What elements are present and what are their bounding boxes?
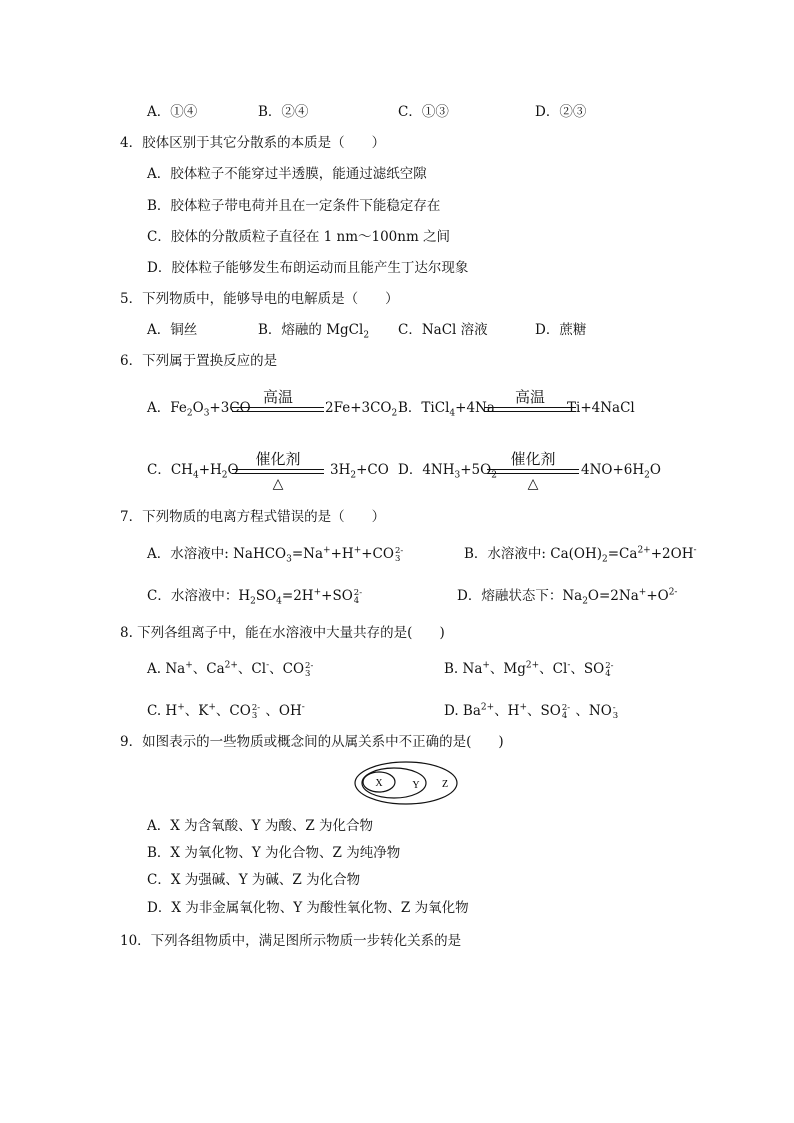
- q8-b-sup: +: [482, 660, 490, 671]
- q7-c-sup: +: [313, 587, 322, 598]
- q6-b-reactant: TiCl: [421, 400, 450, 416]
- label-y: Y: [412, 780, 420, 791]
- q8-a-sup: -: [266, 660, 270, 671]
- q7-option-d[interactable]: [457, 587, 677, 605]
- q8-option-d[interactable]: [444, 702, 619, 720]
- q8-d-count: 3: [612, 710, 619, 721]
- q8-d-charge: 2-: [561, 702, 571, 713]
- q8-d-text: D. Ba: [444, 703, 481, 719]
- q6-b-reactant: +4Na: [455, 400, 495, 416]
- q7-d-sup: 2-: [668, 587, 678, 598]
- q6-a-equals-sign: [232, 407, 324, 412]
- q6-stem: 6．下列属于置换反应的是: [120, 353, 278, 369]
- q8-d-charge: -: [612, 702, 616, 713]
- q6-c-sub: 2: [350, 470, 357, 481]
- q7-d-text: O=2Na: [587, 588, 639, 604]
- q7-option-b[interactable]: [464, 545, 697, 563]
- q6-c-catalyst-text: 催化剂: [255, 450, 301, 468]
- q7-b-text: B．水溶液中: Ca(OH): [464, 546, 603, 562]
- q6-a-label: A．: [147, 400, 171, 416]
- q6-d-sub: 2: [491, 470, 497, 481]
- q8-b-sup: -: [567, 660, 571, 671]
- q8-d-text: 、SO: [527, 703, 561, 719]
- q4-option-c[interactable]: C．胶体的分散质粒子直径在 1 nm～100nm 之间: [147, 229, 451, 245]
- q6-d-reactant: 4NH: [422, 462, 455, 478]
- q6-d-sub: 3: [454, 470, 461, 481]
- q9-option-a[interactable]: A．X 为含氧酸、Y 为酸、Z 为化合物: [147, 818, 374, 834]
- q7-a-text: +CO: [361, 546, 394, 562]
- q6-c-reactant: CH: [170, 462, 193, 478]
- q4-option-a[interactable]: A．胶体粒子不能穿过半透膜，能通过滤纸空隙: [147, 166, 427, 182]
- q7-b-sub: 2: [602, 554, 608, 565]
- q6-c-product-text: 3H: [330, 462, 351, 478]
- q6-option-c[interactable]: [147, 461, 239, 479]
- q4-stem: 4．胶体区别于其它分散系的本质是（ ）: [120, 135, 386, 151]
- q8-c-text: 、OH: [261, 703, 302, 719]
- q8-a-text: 、Cl: [237, 661, 267, 677]
- q7-a-text: +H: [330, 546, 354, 562]
- q6-d-product-text: 4NO+6H: [581, 462, 645, 478]
- q6-option-d[interactable]: [398, 461, 497, 479]
- q7-d-sub: 2: [582, 596, 588, 607]
- q6-b-sub: 4: [449, 408, 456, 419]
- q9-option-b[interactable]: B．X 为氧化物、Y 为化合物、Z 为纯净物: [147, 845, 401, 861]
- q8-option-b[interactable]: [444, 660, 614, 678]
- q6-d-catalyst-text: 催化剂: [510, 450, 556, 468]
- q6-a-product-text: 2Fe+3CO: [325, 400, 392, 416]
- q8-b-sup: 2+: [525, 660, 540, 671]
- q6-c-equals-sign: [232, 469, 324, 474]
- q7-b-text: =Ca: [607, 546, 638, 562]
- q7-b-text: +2OH: [650, 546, 694, 562]
- q3-option-a[interactable]: A．①④: [147, 104, 198, 120]
- q9-stem: 9．如图表示的一些物质或概念间的从属关系中不正确的是( ): [120, 734, 504, 750]
- q7-a-sup: +: [353, 545, 362, 556]
- q6-d-heat-symbol: △: [527, 476, 539, 492]
- q8-a-count: 3: [305, 668, 311, 679]
- q6-d-label: D．: [398, 462, 423, 478]
- q6-d-sub: 2: [644, 470, 650, 481]
- q8-b-text: 、SO: [570, 661, 605, 677]
- q3-option-d[interactable]: D．②③: [535, 104, 587, 120]
- q8-c-ion-scripts: [252, 704, 260, 720]
- q8-a-text: 、CO: [269, 661, 305, 677]
- q6-c-reactant: O: [227, 462, 239, 478]
- q6-c-reactant: +H: [198, 462, 222, 478]
- q6-a-sub: 2: [391, 408, 398, 419]
- q6-c-product-text: +CO: [356, 462, 389, 478]
- q6-c-product: [330, 461, 389, 479]
- q7-c-text: C．水溶液中：H: [147, 588, 251, 604]
- q7-c-sub: 4: [276, 596, 282, 607]
- q8-c-text: 、CO: [215, 703, 251, 719]
- q7-b-sup: 2+: [637, 545, 651, 556]
- q6-c-label: C．: [147, 462, 171, 478]
- q8-stem: 8. 下列各组离子中，能在水溶液中大量共存的是( ): [120, 625, 445, 641]
- q6-c-sub: 2: [221, 470, 228, 481]
- q8-a-sup: +: [185, 660, 193, 671]
- q10-stem: 10．下列各组物质中，满足图所示物质一步转化关系的是: [120, 933, 462, 949]
- q8-option-a[interactable]: [147, 660, 314, 678]
- q9-option-c[interactable]: C．X 为强碱、Y 为碱、Z 为化合物: [147, 872, 361, 888]
- q5-stem: 5．下列物质中，能够导电的电解质是（ ）: [120, 291, 399, 307]
- q8-c-sup: +: [208, 702, 216, 713]
- q9-nested-ellipses-diagram: [351, 759, 461, 809]
- q7-c-charge: 2-: [353, 587, 363, 598]
- q8-d-ion-scripts: [562, 704, 570, 720]
- q4-option-b[interactable]: B．胶体粒子带电荷并且在一定条件下能稳定存在: [147, 198, 441, 214]
- q5-option-b[interactable]: [258, 321, 369, 339]
- q6-c-heat-symbol: △: [272, 476, 284, 492]
- q6-b-condition-text: 高温: [514, 388, 545, 406]
- q7-stem: 7．下列物质的电离方程式错误的是（ ）: [120, 509, 386, 525]
- q8-c-sup: +: [177, 702, 185, 713]
- q7-a-ion-scripts: [395, 547, 403, 563]
- q5-option-a[interactable]: A．铜丝: [147, 322, 198, 338]
- q5-option-b-text: B．熔融的 MgCl: [258, 322, 364, 338]
- q8-a-text: A. Na: [147, 661, 186, 677]
- q7-a-charge: 2-: [394, 545, 404, 556]
- q8-d-sup: 2+: [480, 702, 495, 713]
- q7-c-count: 4: [353, 595, 360, 606]
- q6-d-product: [581, 461, 661, 479]
- q8-b-text: 、Mg: [489, 661, 526, 677]
- q6-c-sub: 4: [192, 470, 199, 481]
- q8-b-count: 4: [605, 668, 611, 679]
- q6-a-product: [325, 399, 397, 417]
- q8-b-text: 、Cl: [539, 661, 568, 677]
- q7-c-sub: 2: [250, 596, 256, 607]
- q4-option-d[interactable]: D．胶体粒子能够发生布朗运动而且能产生丁达尔现象: [147, 260, 469, 276]
- q7-a-sup: +: [323, 545, 331, 556]
- label-z: Z: [441, 779, 449, 790]
- q8-a-text: 、Ca: [192, 661, 225, 677]
- q8-d-ion-scripts-2: [613, 704, 618, 720]
- q8-c-text: 、K: [184, 703, 209, 719]
- q8-c-charge: 2-: [251, 702, 261, 713]
- q5-option-d[interactable]: D．蔗糖: [535, 322, 587, 338]
- q7-option-c[interactable]: [147, 587, 363, 605]
- q3-option-b[interactable]: B．②④: [258, 104, 309, 120]
- q8-b-ion-scripts: [605, 662, 613, 678]
- q7-d-text: D．熔融状态下：Na: [457, 588, 583, 604]
- q7-b-sup: -: [693, 545, 697, 556]
- q8-option-c[interactable]: [147, 702, 305, 720]
- q6-d-reactant: +5O: [460, 462, 492, 478]
- q7-a-text: A．水溶液中: NaHCO: [147, 546, 287, 562]
- q6-a-sub: 3: [203, 408, 210, 419]
- q7-a-sub: 3: [286, 554, 292, 565]
- q8-a-sup: 2+: [224, 660, 238, 671]
- q9-option-d[interactable]: D．X 为非金属氧化物、Y 为酸性氧化物、Z 为氧化物: [147, 900, 469, 916]
- q6-b-equals-sign: [484, 407, 576, 412]
- q8-a-charge: 2-: [305, 660, 314, 671]
- q7-c-text: SO: [255, 588, 277, 604]
- q8-c-count: 3: [251, 710, 258, 721]
- q8-a-ion-scripts: [305, 662, 313, 678]
- q3-option-c[interactable]: C．①③: [398, 104, 449, 120]
- q6-a-reactant: +3CO: [209, 400, 251, 416]
- q8-d-sup: +: [519, 702, 528, 713]
- q7-c-ion-scripts: [354, 589, 362, 605]
- q8-c-sup: -: [301, 702, 305, 713]
- q6-a-sub: 2: [186, 408, 193, 419]
- q8-b-charge: 2-: [605, 660, 614, 671]
- q6-option-b[interactable]: [398, 399, 495, 417]
- q7-d-text: +O: [646, 588, 669, 604]
- q8-b-text: B. Na: [444, 661, 483, 677]
- q7-d-sup: +: [638, 587, 647, 598]
- q6-b-product: Ti+4NaCl: [567, 400, 635, 416]
- q5-option-b-sub: 2: [363, 330, 370, 341]
- q6-b-label: B．: [398, 400, 422, 416]
- q6-a-condition-text: 高温: [262, 388, 293, 406]
- q8-d-text: 、NO: [571, 703, 612, 719]
- q8-c-text: C. H: [147, 703, 178, 719]
- q7-option-a[interactable]: [147, 545, 404, 563]
- label-x: X: [375, 778, 383, 789]
- q6-a-reactant: Fe: [170, 400, 187, 416]
- q7-a-count: 3: [394, 553, 401, 564]
- q6-a-reactant: O: [192, 400, 204, 416]
- q5-option-c[interactable]: C．NaCl 溶液: [398, 322, 488, 338]
- q7-c-text: =2H: [281, 588, 314, 604]
- q7-a-text: =Na: [291, 546, 324, 562]
- q8-d-text: 、H: [494, 703, 520, 719]
- q6-d-product-text: O: [649, 462, 661, 478]
- q6-d-equals-sign: [487, 469, 579, 474]
- q7-c-text: +SO: [321, 588, 353, 604]
- q8-d-count: 4: [561, 710, 568, 721]
